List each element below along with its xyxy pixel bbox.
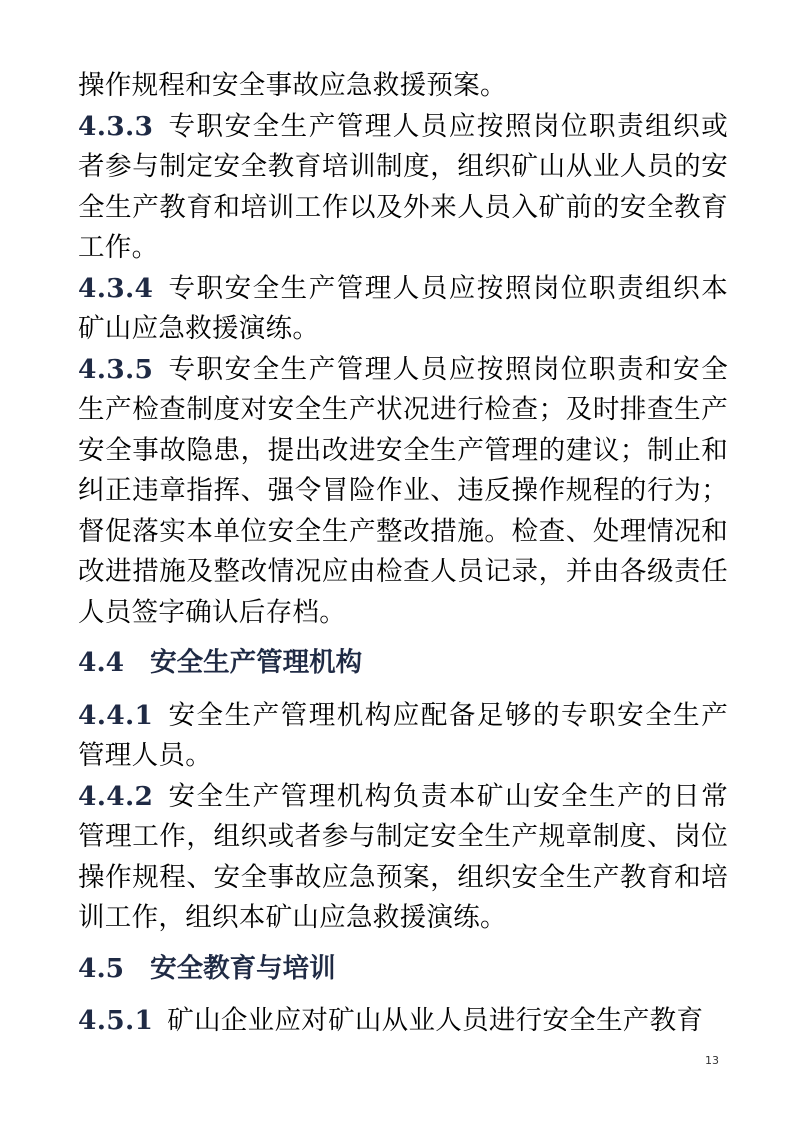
section-number: 4.4 xyxy=(78,647,125,678)
clause-number: 4.5.1 xyxy=(78,1005,154,1036)
clause-4-3-3 xyxy=(78,107,728,269)
clause-text: 专职安全生产管理人员应按照岗位职责和安全生产检查制度对安全生产状况进行检查；及时排查生产安全事故隐患，提出改进安全生产管理的建议；制止和纠正违章指挥、强令冒险作业、违反操作规程的行为；督促落实本单位安全生产整改措施。检查、处理情况和改进措施及整改情况应由检查人员记录，并由各级责任人员签字确认后存档。 xyxy=(78,353,728,628)
clause-text: 安全生产管理机构应配备足够的专职安全生产管理人员。 xyxy=(78,699,728,771)
page-number: 13 xyxy=(705,1054,719,1067)
clause-text: 安全生产管理机构负责本矿山安全生产的日常管理工作，组织或者参与制定安全生产规章制度、岗位操作规程、安全事故应急预案，组织安全生产教育和培训工作，组织本矿山应急救援演练。 xyxy=(78,780,728,933)
clause-text: 专职安全生产管理人员应按照岗位职责组织或者参与制定安全教育培训制度，组织矿山从业人员的安全生产教育和培训工作以及外来人员入矿前的安全教育工作。 xyxy=(78,110,728,263)
clause-number: 4.4.2 xyxy=(78,780,154,812)
clause-number: 4.3.3 xyxy=(78,110,154,142)
clause-4-3-5 xyxy=(78,350,728,634)
clause-number: 4.3.4 xyxy=(78,272,154,304)
document-page xyxy=(78,66,728,1042)
section-heading-4-5 xyxy=(78,949,728,990)
section-title: 安全生产管理机构 xyxy=(150,647,363,678)
paragraph-text: 操作规程和安全事故应急救援预案。 xyxy=(78,70,507,101)
clause-text: 矿山企业应对矿山从业人员进行安全生产教育 xyxy=(167,1005,704,1036)
section-heading-4-4 xyxy=(78,643,728,684)
clause-number: 4.3.5 xyxy=(78,353,154,385)
clause-4-5-1 xyxy=(78,1001,728,1042)
section-title: 安全教育与培训 xyxy=(150,952,336,984)
paragraph-continuation xyxy=(78,66,728,107)
clause-4-3-4 xyxy=(78,269,728,350)
clause-number: 4.4.1 xyxy=(78,699,154,731)
clause-4-4-1 xyxy=(78,696,728,777)
clause-text: 专职安全生产管理人员应按照岗位职责组织本矿山应急救援演练。 xyxy=(78,272,728,344)
section-number: 4.5 xyxy=(78,952,125,984)
clause-4-4-2 xyxy=(78,777,728,939)
